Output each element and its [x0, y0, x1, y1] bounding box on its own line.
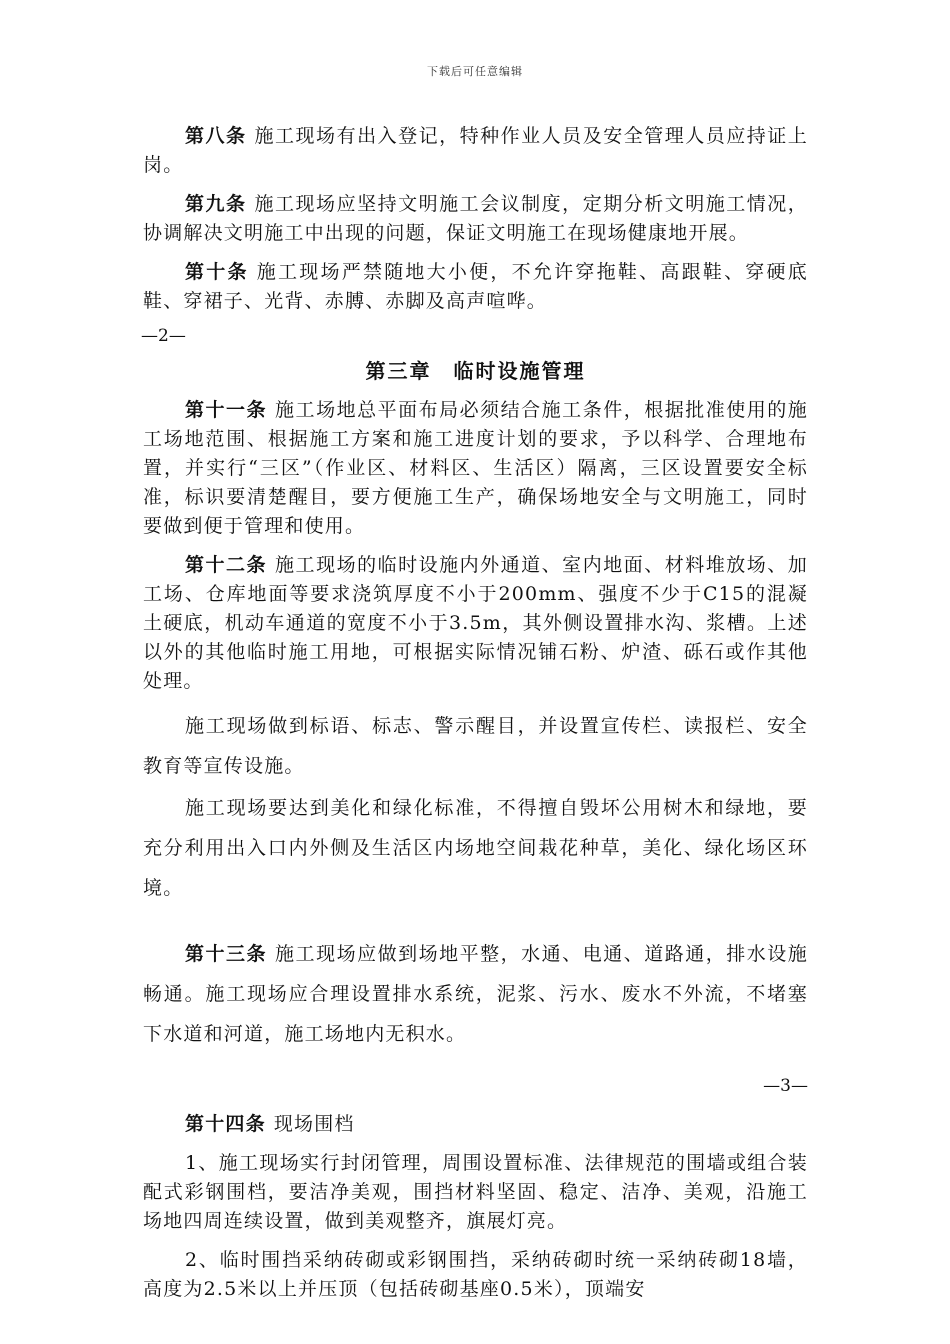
- article-14: [143, 1110, 808, 1139]
- article-text: 施工现场应坚持文明施工会议制度，定期分析文明施工情况，协调解决文明施工中出现的问题，保证文明施工在现场健康地开展。: [143, 193, 808, 244]
- article-10: [143, 258, 808, 316]
- article-8: [143, 122, 808, 180]
- article-number: 第十三条: [185, 943, 268, 965]
- paragraph-greening: 施工现场要达到美化和绿化标准，不得擅自毁坏公用树木和绿地，要充分利用出入口内外侧及生活区内场地空间栽花种草，美化、绿化场区环境。: [143, 797, 808, 899]
- chapter-title: 第三章 临时设施管理: [365, 359, 586, 383]
- page-number-3: —3—: [763, 1076, 808, 1096]
- document-body: [143, 122, 808, 1314]
- article-text: 施工现场应做到场地平整，水通、电通、道路通，排水设施畅通。施工现场应合理设置排水系统，泥浆、污水、废水不外流，不堵塞下水道和河道，施工场地内无积水。: [143, 943, 808, 1045]
- header-note: 下载后可任意编辑: [427, 65, 523, 78]
- article-11: [143, 396, 808, 541]
- article-text: 施工现场严禁随地大小便，不允许穿拖鞋、高跟鞋、穿硬底鞋、穿裙子、光背、赤膊、赤脚及高声喧哗。: [143, 261, 808, 312]
- article-number: 第十二条: [185, 554, 268, 576]
- article-14-item-1: 1、施工现场实行封闭管理，周围设置标准、法律规范的围墙或组合装配式彩钢围档，要洁净美观，围挡材料坚固、稳定、洁净、美观，沿施工场地四周连续设置，做到美观整齐，旗展灯亮。: [143, 1152, 808, 1232]
- article-number: 第九条: [185, 193, 247, 215]
- article-text: 现场围档: [273, 1113, 355, 1135]
- article-13: [143, 934, 808, 1054]
- article-9: [143, 190, 808, 248]
- page-number-2: —2—: [141, 326, 186, 346]
- article-number: 第八条: [185, 125, 247, 147]
- article-text: 施工现场的临时设施内外通道、室内地面、材料堆放场、加工场、仓库地面等要求浇筑厚度不小于200mm、强度不少于C15的混凝土硬底，机动车通道的宽度不小于3.5m，其外侧设置排水沟、浆槽。上述以外的其他临时施工用地，可根据实际情况铺石粉、炉渣、砾石或作其他处理。: [143, 554, 808, 692]
- article-number: 第十四条: [185, 1113, 266, 1135]
- article-14-item-2: 2、临时围挡采纳砖砌或彩钢围挡，采纳砖砌时统一采纳砖砌18墙，高度为2.5米以上并压顶（包括砖砌基座0.5米），顶端安: [143, 1249, 808, 1300]
- article-text: 施工现场有出入登记，特种作业人员及安全管理人员应持证上岗。: [143, 125, 808, 176]
- article-number: 第十一条: [185, 399, 268, 421]
- spacer: [143, 910, 808, 934]
- article-text: 施工场地总平面布局必须结合施工条件，根据批准使用的施工场地范围、根据施工方案和施工进度计划的要求，予以科学、合理地布置，并实行“三区”（作业区、材料区、生活区）隔离，三区设置要安全标准，标识要清楚醒目，要方便施工生产，确保场地安全与文明施工，同时要做到便于管理和使用。: [143, 399, 808, 537]
- paragraph-signage: 施工现场做到标语、标志、警示醒目，并设置宣传栏、读报栏、安全教育等宣传设施。: [143, 715, 808, 777]
- article-number: 第十条: [185, 261, 249, 283]
- article-12: [143, 551, 808, 696]
